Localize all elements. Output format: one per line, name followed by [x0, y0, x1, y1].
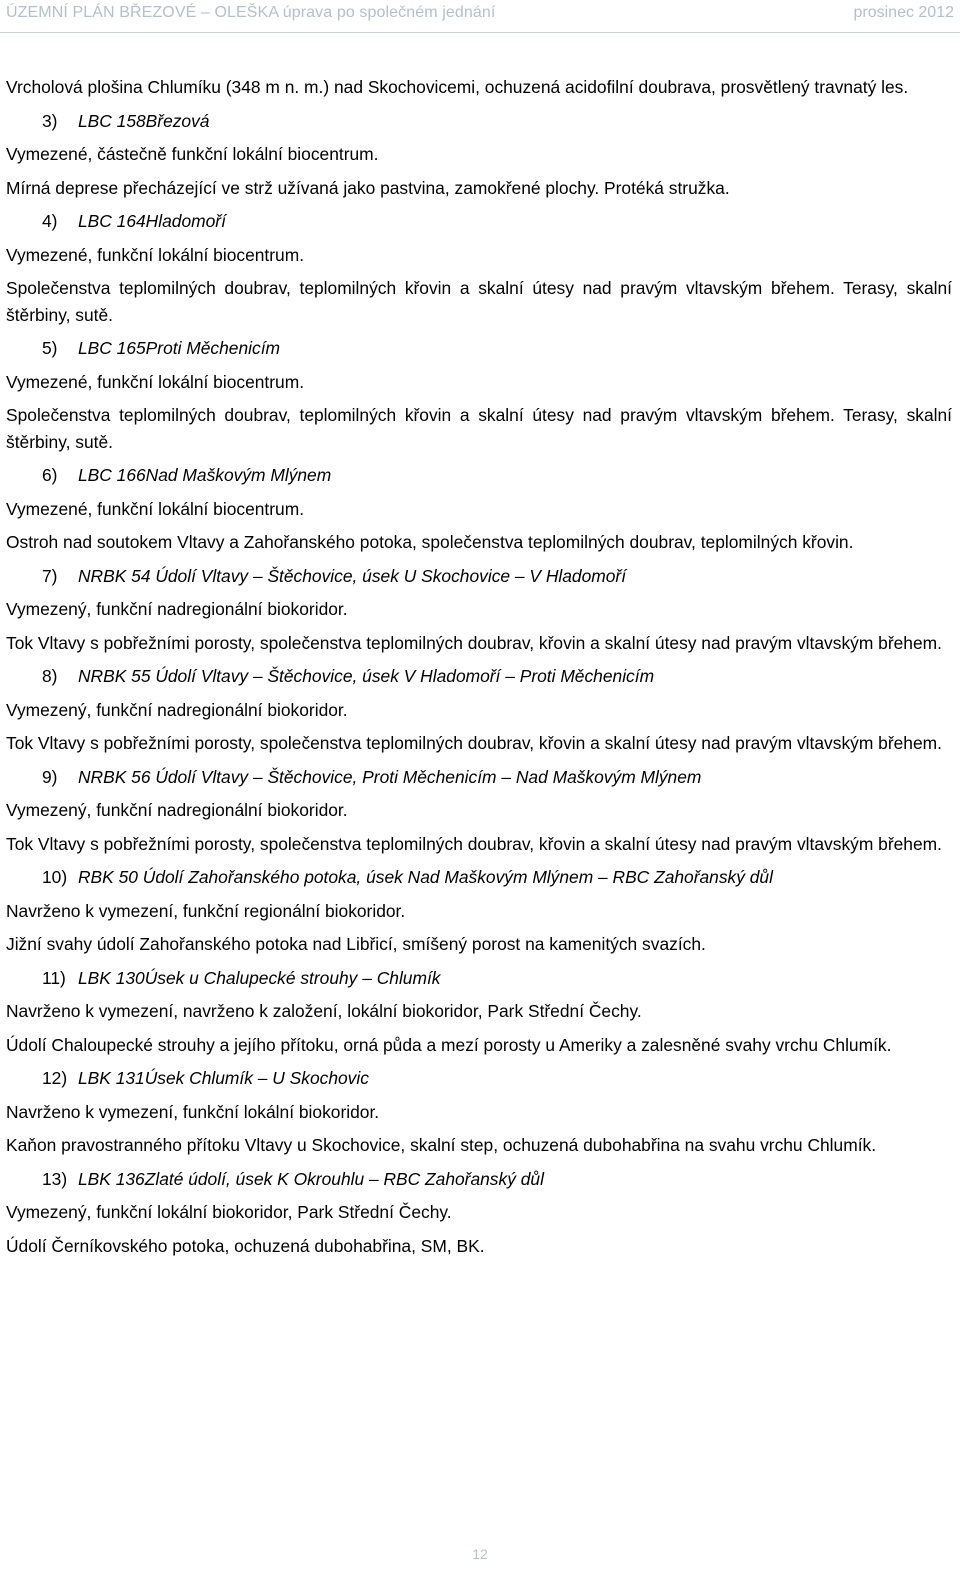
section-heading: [6, 864, 952, 891]
section-description: Společenstva teplomilných doubrav, teplomilných křovin a skalní útesy nad pravým vltavským břehem. Terasy, skalní štěrbiny, sutě.: [6, 278, 952, 325]
section-status: Vymezené, částečně funkční lokální biocentrum.: [6, 144, 379, 164]
header-title: ÚZEMNÍ PLÁN BŘEZOVÉ – OLEŠKA úprava po společném jednání: [6, 4, 496, 21]
section-status: Navrženo k vymezení, funkční regionální biokoridor.: [6, 900, 406, 921]
section-heading: [6, 462, 952, 489]
section-title: NRBK 56 Údolí Vltavy – Štěchovice, Proti Měchenicím – Nad Maškovým Mlýnem: [78, 766, 702, 787]
section-number: 10): [42, 867, 68, 887]
section-description: Ostroh nad soutokem Vltavy a Zahořanského potoka, společenstva teplomilných doubrav, teplomilných křovin.: [6, 532, 854, 552]
section-heading: [6, 1166, 952, 1193]
section-12: [6, 1065, 952, 1159]
section-title: RBK 50 Údolí Zahořanského potoka, úsek Nad Maškovým Mlýnem – RBC Zahořanský důl: [78, 867, 773, 887]
section-description: Kaňon pravostranného přítoku Vltavy u Skochovice, skalní step, ochuzená dubohabřina na svahu vrchu Chlumík.: [6, 1135, 877, 1155]
section-heading: [6, 965, 952, 992]
section-description: Údolí Chaloupecké strouhy a jejího přítoku, orná půda a mezí porosty u Ameriky a zalesněné svahy vrchu Chlumík.: [6, 1034, 892, 1055]
section-title: LBK 131Úsek Chlumík – U Skochovic: [78, 1068, 369, 1088]
section-title: LBC 165Proti Měchenicím: [78, 338, 281, 358]
section-description: Mírná deprese přecházející ve strž užívaná jako pastvina, zamokřené plochy. Protéká stružka.: [6, 177, 730, 198]
section-status: Navrženo k vymezení, funkční lokální biokoridor.: [6, 1101, 380, 1122]
section-heading: [6, 1065, 952, 1092]
section-title: LBC 166Nad Maškovým Mlýnem: [78, 465, 332, 485]
section-title: LBK 130Úsek u Chalupecké strouhy – Chlumík: [78, 967, 441, 988]
section-10: [6, 864, 952, 958]
section-7: [6, 563, 952, 657]
section-number: 13): [42, 1168, 68, 1189]
section-number: 7): [42, 565, 58, 586]
section-heading: [6, 563, 952, 590]
section-6: [6, 462, 952, 556]
page-content: [6, 74, 952, 1266]
section-number: 3): [42, 110, 58, 131]
section-5: [6, 335, 952, 455]
section-number: 5): [42, 338, 58, 358]
section-status: Vymezené, funkční lokální biocentrum.: [6, 371, 305, 392]
section-status: Vymezený, funkční nadregionální biokoridor.: [6, 599, 348, 619]
section-title: NRBK 55 Údolí Vltavy – Štěchovice, úsek V Hladomoří – Proti Měchenicím: [78, 666, 655, 686]
section-title: LBC 164Hladomoří: [78, 211, 226, 231]
page-number: 12: [472, 1546, 488, 1562]
section-number: 9): [42, 766, 58, 787]
section-status: Vymezený, funkční nadregionální biokoridor.: [6, 800, 348, 820]
section-status: Vymezený, funkční lokální biokoridor, Park Střední Čechy.: [6, 1202, 452, 1222]
section-status: Vymezený, funkční nadregionální biokoridor.: [6, 699, 348, 720]
section-description: Společenstva teplomilných doubrav, teplomilných křovin a skalní útesy nad pravým vltavským břehem. Terasy, skalní štěrbiny, sutě.: [6, 405, 952, 452]
section-heading: [6, 764, 952, 791]
section-description: Tok Vltavy s pobřežními porosty, společenstva teplomilných doubrav, křovin a skalní útesy nad pravým vltavským břehem.: [6, 833, 942, 854]
section-4: [6, 208, 952, 328]
section-description: Jižní svahy údolí Zahořanského potoka nad Libřicí, smíšený porost na kamenitých svazích.: [6, 934, 706, 954]
intro-paragraph: Vrcholová plošina Chlumíku (348 m n. m.) nad Skochovicemi, ochuzená acidofilní doubrava, prosvětlený travnatý les.: [6, 77, 909, 97]
header-date: prosinec 2012: [853, 4, 954, 21]
section-13: [6, 1166, 952, 1260]
section-description: Tok Vltavy s pobřežními porosty, společenstva teplomilných doubrav, křovin a skalní útesy nad pravým vltavským břehem.: [6, 632, 942, 653]
section-number: 8): [42, 666, 58, 686]
section-11: [6, 965, 952, 1059]
section-status: Vymezené, funkční lokální biocentrum.: [6, 498, 305, 519]
section-9: [6, 764, 952, 858]
section-status: Navrženo k vymezení, navrženo k založení, lokální biokoridor, Park Střední Čechy.: [6, 1001, 642, 1021]
section-3: [6, 108, 952, 202]
section-title: LBK 136Zlaté údolí, úsek K Okrouhlu – RBC Zahořanský důl: [78, 1168, 544, 1189]
section-title: NRBK 54 Údolí Vltavy – Štěchovice, úsek U Skochovice – V Hladomoří: [78, 565, 627, 586]
section-heading: [6, 663, 952, 690]
section-status: Vymezené, funkční lokální biocentrum.: [6, 244, 305, 265]
page-header: [0, 0, 960, 33]
section-description: Údolí Černíkovského potoka, ochuzená dubohabřina, SM, BK.: [6, 1235, 485, 1256]
section-heading: [6, 108, 952, 135]
section-number: 4): [42, 211, 58, 231]
section-number: 11): [42, 967, 66, 988]
section-number: 6): [42, 465, 58, 485]
section-8: [6, 663, 952, 757]
section-title: LBC 158Březová: [78, 110, 210, 131]
section-number: 12): [42, 1068, 68, 1088]
section-heading: [6, 208, 952, 235]
section-heading: [6, 335, 952, 362]
section-description: Tok Vltavy s pobřežními porosty, společenstva teplomilných doubrav, křovin a skalní útesy nad pravým vltavským břehem.: [6, 733, 942, 753]
